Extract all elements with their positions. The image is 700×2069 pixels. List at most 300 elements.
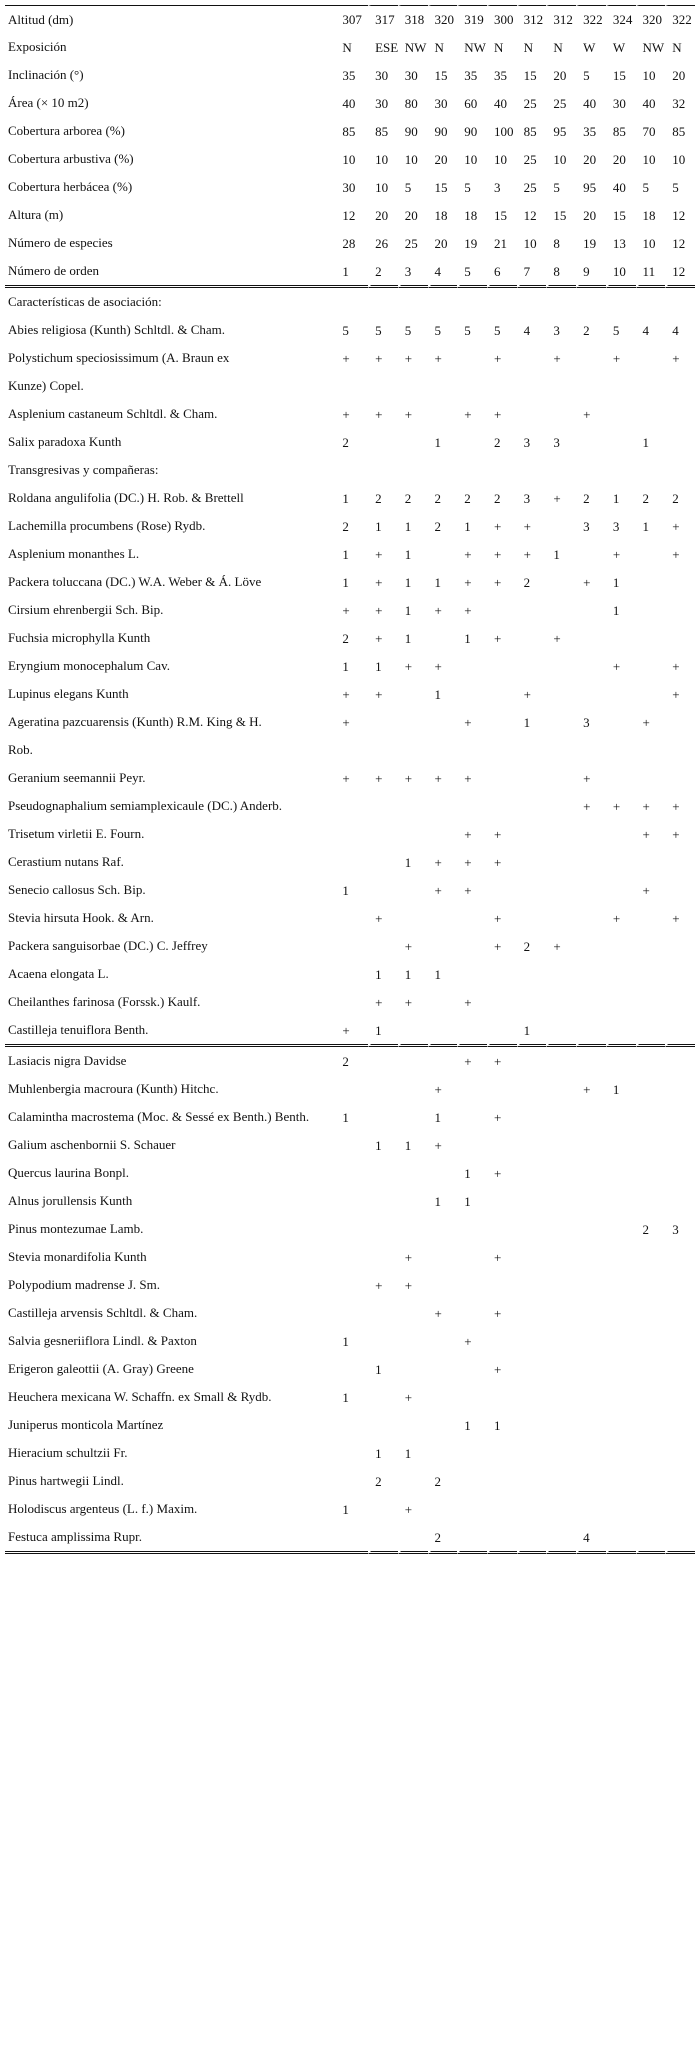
cell-value: [606, 1215, 636, 1243]
cell-value: 20: [368, 201, 398, 229]
cell-value: NW: [457, 33, 487, 61]
cell-value: [665, 932, 695, 960]
cell-value: 3: [576, 708, 606, 736]
header-row: [5, 173, 695, 201]
cell-value: 15: [606, 61, 636, 89]
cell-value: [576, 1215, 606, 1243]
table-body: [5, 5, 695, 1554]
header-row: [5, 33, 695, 61]
cell-value: [457, 1103, 487, 1131]
cell-value: [338, 932, 368, 960]
cell-value: +: [457, 540, 487, 568]
row-label: Características de asociación:: [8, 294, 162, 309]
cell-value: [546, 848, 576, 876]
cell-value: [338, 904, 368, 932]
cell-value: [338, 820, 368, 848]
cell-value: [576, 876, 606, 904]
cell-value: [428, 1243, 458, 1271]
row-label: Asplenium monanthes L.: [8, 546, 140, 561]
cell-value: [636, 456, 666, 484]
cell-value: [368, 1075, 398, 1103]
species-row: [5, 680, 695, 708]
cell-value: [457, 680, 487, 708]
cell-value: [338, 1411, 368, 1439]
cell-value: [546, 512, 576, 540]
species-row: [5, 960, 695, 988]
cell-value: [368, 708, 398, 736]
cell-value: [665, 1159, 695, 1187]
cell-value: [368, 1495, 398, 1523]
cell-value: [606, 372, 636, 400]
cell-value: [487, 596, 517, 624]
row-label: Geranium seemannii Peyr.: [8, 770, 146, 785]
cell-value: [428, 372, 458, 400]
cell-value: 1: [368, 1439, 398, 1467]
row-label: Erigeron galeottii (A. Gray) Greene: [8, 1361, 194, 1376]
cell-value: +: [665, 820, 695, 848]
cell-value: [546, 400, 576, 428]
cell-value: +: [576, 400, 606, 428]
cell-value: [546, 680, 576, 708]
cell-value: [546, 1495, 576, 1523]
species-row: [5, 1523, 695, 1554]
cell-value: [487, 876, 517, 904]
cell-value: +: [368, 540, 398, 568]
row-label: Inclinación (°): [8, 67, 84, 82]
cell-value: [338, 1243, 368, 1271]
cell-value: [428, 988, 458, 1016]
cell-value: [636, 1243, 666, 1271]
cell-value: +: [457, 708, 487, 736]
cell-value: [487, 960, 517, 988]
cell-value: 20: [398, 201, 428, 229]
cell-value: 85: [606, 117, 636, 145]
cell-value: [576, 1047, 606, 1075]
cell-value: ESE: [368, 33, 398, 61]
cell-value: [665, 1299, 695, 1327]
cell-value: [368, 1411, 398, 1439]
cell-value: [368, 1243, 398, 1271]
cell-value: N: [546, 33, 576, 61]
cell-value: [546, 1467, 576, 1495]
cell-value: [368, 372, 398, 400]
cell-value: [576, 1159, 606, 1187]
cell-value: 18: [457, 201, 487, 229]
cell-value: [457, 904, 487, 932]
row-label: Festuca amplissima Rupr.: [5, 1523, 338, 1554]
cell-value: 1: [342, 882, 349, 898]
cell-value: [576, 1355, 606, 1383]
cell-value: [517, 652, 547, 680]
row-label: Pseudognaphalium semiamplexicaule (DC.) Anderb.: [8, 798, 283, 813]
cell-value: 12: [342, 207, 356, 223]
cell-value: 1: [398, 540, 428, 568]
cell-value: [428, 792, 458, 820]
cell-value: [636, 1383, 666, 1411]
cell-value: [517, 1495, 547, 1523]
cell-value: [487, 1131, 517, 1159]
cell-value: [576, 1243, 606, 1271]
cell-value: [487, 988, 517, 1016]
cell-value: 30: [368, 61, 398, 89]
cell-value: [487, 1439, 517, 1467]
cell-value: 20: [428, 229, 458, 257]
cell-value: [338, 1131, 368, 1159]
cell-value: +: [457, 568, 487, 596]
cell-value: [636, 1327, 666, 1355]
cell-value: 3: [606, 512, 636, 540]
species-row: [5, 428, 695, 456]
cell-value: [606, 1159, 636, 1187]
cell-value: [428, 1271, 458, 1299]
cell-value: +: [428, 344, 458, 372]
cell-value: 10: [606, 257, 636, 288]
cell-value: [546, 988, 576, 1016]
cell-value: 13: [606, 229, 636, 257]
cell-value: 10: [665, 145, 695, 173]
cell-value: [576, 736, 606, 764]
row-label: Muhlenbergia macroura (Kunth) Hitchc.: [8, 1081, 219, 1096]
cell-value: [606, 1439, 636, 1467]
cell-value: 95: [546, 117, 576, 145]
cell-value: 28: [342, 235, 356, 251]
cell-value: 25: [517, 89, 547, 117]
cell-value: [428, 624, 458, 652]
cell-value: 10: [368, 173, 398, 201]
row-label: Lachemilla procumbens (Rose) Rydb.: [8, 518, 206, 533]
cell-value: +: [636, 876, 666, 904]
cell-value: +: [457, 988, 487, 1016]
cell-value: [368, 456, 398, 484]
cell-value: [636, 736, 666, 764]
cell-value: 1: [342, 1389, 349, 1405]
cell-value: +: [606, 344, 636, 372]
cell-value: [487, 1016, 517, 1047]
row-label: Packera toluccana (DC.) W.A. Weber & Á. Löve: [8, 574, 262, 589]
cell-value: +: [457, 848, 487, 876]
cell-value: [576, 680, 606, 708]
cell-value: [606, 1383, 636, 1411]
cell-value: [665, 1131, 695, 1159]
cell-value: 20: [546, 61, 576, 89]
cell-value: [398, 1075, 428, 1103]
cell-value: 5: [398, 316, 428, 344]
cell-value: [576, 1411, 606, 1439]
cell-value: 20: [428, 145, 458, 173]
cell-value: 2: [428, 512, 458, 540]
cell-value: N: [665, 33, 695, 61]
cell-value: [368, 428, 398, 456]
cell-value: [665, 876, 695, 904]
cell-value: 7: [517, 257, 547, 288]
cell-value: 8: [546, 257, 576, 288]
cell-value: [636, 596, 666, 624]
cell-value: +: [665, 792, 695, 820]
cell-value: [517, 1467, 547, 1495]
species-row: [5, 512, 695, 540]
cell-value: [338, 1215, 368, 1243]
cell-value: 5: [428, 316, 458, 344]
cell-value: [338, 372, 368, 400]
cell-value: [487, 708, 517, 736]
cell-value: [398, 456, 428, 484]
cell-value: 40: [487, 89, 517, 117]
cell-value: 2: [342, 1053, 349, 1069]
cell-value: [517, 1299, 547, 1327]
cell-value: 2: [342, 434, 349, 450]
species-row: [5, 568, 695, 596]
cell-value: [576, 596, 606, 624]
cell-value: [576, 820, 606, 848]
cell-value: [368, 1103, 398, 1131]
species-row: [5, 1355, 695, 1383]
cell-value: [517, 1047, 547, 1075]
cell-value: +: [368, 764, 398, 792]
cell-value: [546, 1075, 576, 1103]
cell-value: 25: [517, 173, 547, 201]
row-label: Polystichum speciosissimum (A. Braun ex: [8, 350, 230, 365]
cell-value: [606, 820, 636, 848]
row-label: Alnus jorullensis Kunth: [8, 1193, 133, 1208]
cell-value: 2: [368, 257, 398, 288]
cell-value: +: [665, 540, 695, 568]
cell-value: 307: [338, 5, 368, 33]
cell-value: [368, 1187, 398, 1215]
cell-value: 1: [457, 1159, 487, 1187]
cell-value: [636, 652, 666, 680]
cell-value: [636, 372, 666, 400]
cell-value: +: [487, 400, 517, 428]
cell-value: [606, 428, 636, 456]
cell-value: +: [517, 512, 547, 540]
cell-value: [457, 1243, 487, 1271]
cell-value: [606, 708, 636, 736]
species-row: [5, 708, 695, 736]
cell-value: 19: [576, 229, 606, 257]
cell-value: 1: [606, 596, 636, 624]
cell-value: [517, 372, 547, 400]
cell-value: [546, 1523, 576, 1554]
cell-value: [428, 1047, 458, 1075]
row-label: Rob.: [8, 742, 33, 757]
row-label: Altura (m): [8, 207, 64, 222]
row-label: Trisetum virletii E. Fourn.: [8, 826, 145, 841]
cell-value: +: [457, 764, 487, 792]
cell-value: +: [342, 350, 350, 366]
cell-value: [517, 876, 547, 904]
cell-value: 318: [398, 5, 428, 33]
cell-value: 1: [342, 546, 349, 562]
cell-value: [368, 876, 398, 904]
cell-value: [606, 400, 636, 428]
cell-value: [517, 988, 547, 1016]
cell-value: [665, 764, 695, 792]
cell-value: 25: [398, 229, 428, 257]
cell-value: [636, 1187, 666, 1215]
cell-value: [546, 1131, 576, 1159]
cell-value: [665, 1016, 695, 1047]
cell-value: [368, 1383, 398, 1411]
cell-value: [665, 1187, 695, 1215]
cell-value: [665, 400, 695, 428]
cell-value: [606, 1016, 636, 1047]
cell-value: 12: [517, 201, 547, 229]
cell-value: [457, 1383, 487, 1411]
cell-value: +: [457, 876, 487, 904]
cell-value: [636, 988, 666, 1016]
cell-value: 1: [368, 1131, 398, 1159]
cell-value: 9: [576, 257, 606, 288]
species-row: [5, 316, 695, 344]
cell-value: +: [606, 904, 636, 932]
cell-value: [576, 904, 606, 932]
row-label: Lupinus elegans Kunth: [8, 686, 129, 701]
row-label: Packera sanguisorbae (DC.) C. Jeffrey: [8, 938, 208, 953]
cell-value: +: [428, 764, 458, 792]
cell-value: +: [398, 1495, 428, 1523]
cell-value: 15: [428, 61, 458, 89]
cell-value: [576, 1327, 606, 1355]
cell-value: 3: [546, 316, 576, 344]
species-row: [5, 400, 695, 428]
cell-value: 2: [517, 932, 547, 960]
species-row: [5, 1047, 695, 1075]
cell-value: +: [428, 1131, 458, 1159]
cell-value: +: [398, 988, 428, 1016]
cell-value: +: [368, 596, 398, 624]
cell-value: 3: [576, 512, 606, 540]
cell-value: 30: [606, 89, 636, 117]
cell-value: 4: [576, 1523, 606, 1554]
cell-value: 3: [487, 173, 517, 201]
row-label: Ageratina pazcuarensis (Kunth) R.M. King & H.: [8, 714, 262, 729]
cell-value: 2: [636, 484, 666, 512]
cell-value: [546, 904, 576, 932]
cell-value: [576, 988, 606, 1016]
cell-value: 90: [428, 117, 458, 145]
cell-value: 3: [546, 428, 576, 456]
cell-value: 1: [428, 680, 458, 708]
cell-value: 1: [398, 1439, 428, 1467]
cell-value: +: [368, 624, 398, 652]
cell-value: 1: [398, 512, 428, 540]
cell-value: [457, 1271, 487, 1299]
cell-value: +: [368, 400, 398, 428]
cell-value: +: [606, 792, 636, 820]
species-row: [5, 1271, 695, 1299]
cell-value: [546, 1271, 576, 1299]
cell-value: 2: [636, 1215, 666, 1243]
cell-value: [606, 1411, 636, 1439]
cell-value: [457, 1131, 487, 1159]
cell-value: [576, 372, 606, 400]
cell-value: [517, 1523, 547, 1554]
cell-value: 90: [457, 117, 487, 145]
cell-value: [487, 1327, 517, 1355]
cell-value: [517, 904, 547, 932]
cell-value: 10: [368, 145, 398, 173]
cell-value: [576, 456, 606, 484]
cell-value: 5: [665, 173, 695, 201]
cell-value: [428, 1383, 458, 1411]
cell-value: [487, 1187, 517, 1215]
cell-value: [517, 288, 547, 316]
cell-value: [665, 1271, 695, 1299]
cell-value: [576, 1187, 606, 1215]
cell-value: 2: [342, 518, 349, 534]
row-label: Hieracium schultzii Fr.: [8, 1445, 128, 1460]
cell-value: +: [368, 568, 398, 596]
cell-value: 85: [368, 117, 398, 145]
cell-value: [636, 1159, 666, 1187]
cell-value: 10: [636, 61, 666, 89]
cell-value: +: [487, 820, 517, 848]
cell-value: [546, 1327, 576, 1355]
cell-value: 35: [576, 117, 606, 145]
cell-value: [368, 1159, 398, 1187]
species-row: [5, 736, 695, 764]
cell-value: +: [342, 602, 350, 618]
species-row: [5, 1439, 695, 1467]
cell-value: [457, 1299, 487, 1327]
cell-value: [338, 1299, 368, 1327]
cell-value: +: [398, 764, 428, 792]
cell-value: +: [487, 568, 517, 596]
cell-value: [546, 1187, 576, 1215]
cell-value: [517, 596, 547, 624]
cell-value: [368, 288, 398, 316]
cell-value: [665, 848, 695, 876]
cell-value: 40: [606, 173, 636, 201]
cell-value: 25: [517, 145, 547, 173]
cell-value: 10: [342, 151, 356, 167]
cell-value: +: [368, 344, 398, 372]
cell-value: +: [457, 1327, 487, 1355]
cell-value: +: [398, 1243, 428, 1271]
cell-value: [368, 932, 398, 960]
cell-value: [428, 540, 458, 568]
species-row: [5, 624, 695, 652]
cell-value: [636, 1075, 666, 1103]
cell-value: [517, 1215, 547, 1243]
cell-value: [576, 1383, 606, 1411]
cell-value: 3: [665, 1215, 695, 1243]
row-label: Eryngium monocephalum Cav.: [8, 658, 170, 673]
cell-value: +: [398, 652, 428, 680]
cell-value: [487, 372, 517, 400]
row-label: Abies religiosa (Kunth) Schltdl. & Cham.: [8, 322, 226, 337]
cell-value: [428, 1159, 458, 1187]
cell-value: +: [576, 1075, 606, 1103]
section-title-companions: [5, 456, 695, 484]
cell-value: 1: [398, 624, 428, 652]
cell-value: 1: [487, 1411, 517, 1439]
cell-value: 300: [487, 5, 517, 33]
species-row: [5, 1467, 695, 1495]
cell-value: [398, 736, 428, 764]
cell-value: [546, 1215, 576, 1243]
species-row: [5, 596, 695, 624]
cell-value: 12: [665, 201, 695, 229]
species-row: [5, 372, 695, 400]
cell-value: 20: [576, 201, 606, 229]
cell-value: [338, 1075, 368, 1103]
cell-value: 60: [457, 89, 487, 117]
row-label: Pinus montezumae Lamb.: [8, 1221, 144, 1236]
cell-value: [517, 1327, 547, 1355]
cell-value: 5: [606, 316, 636, 344]
species-row: [5, 932, 695, 960]
